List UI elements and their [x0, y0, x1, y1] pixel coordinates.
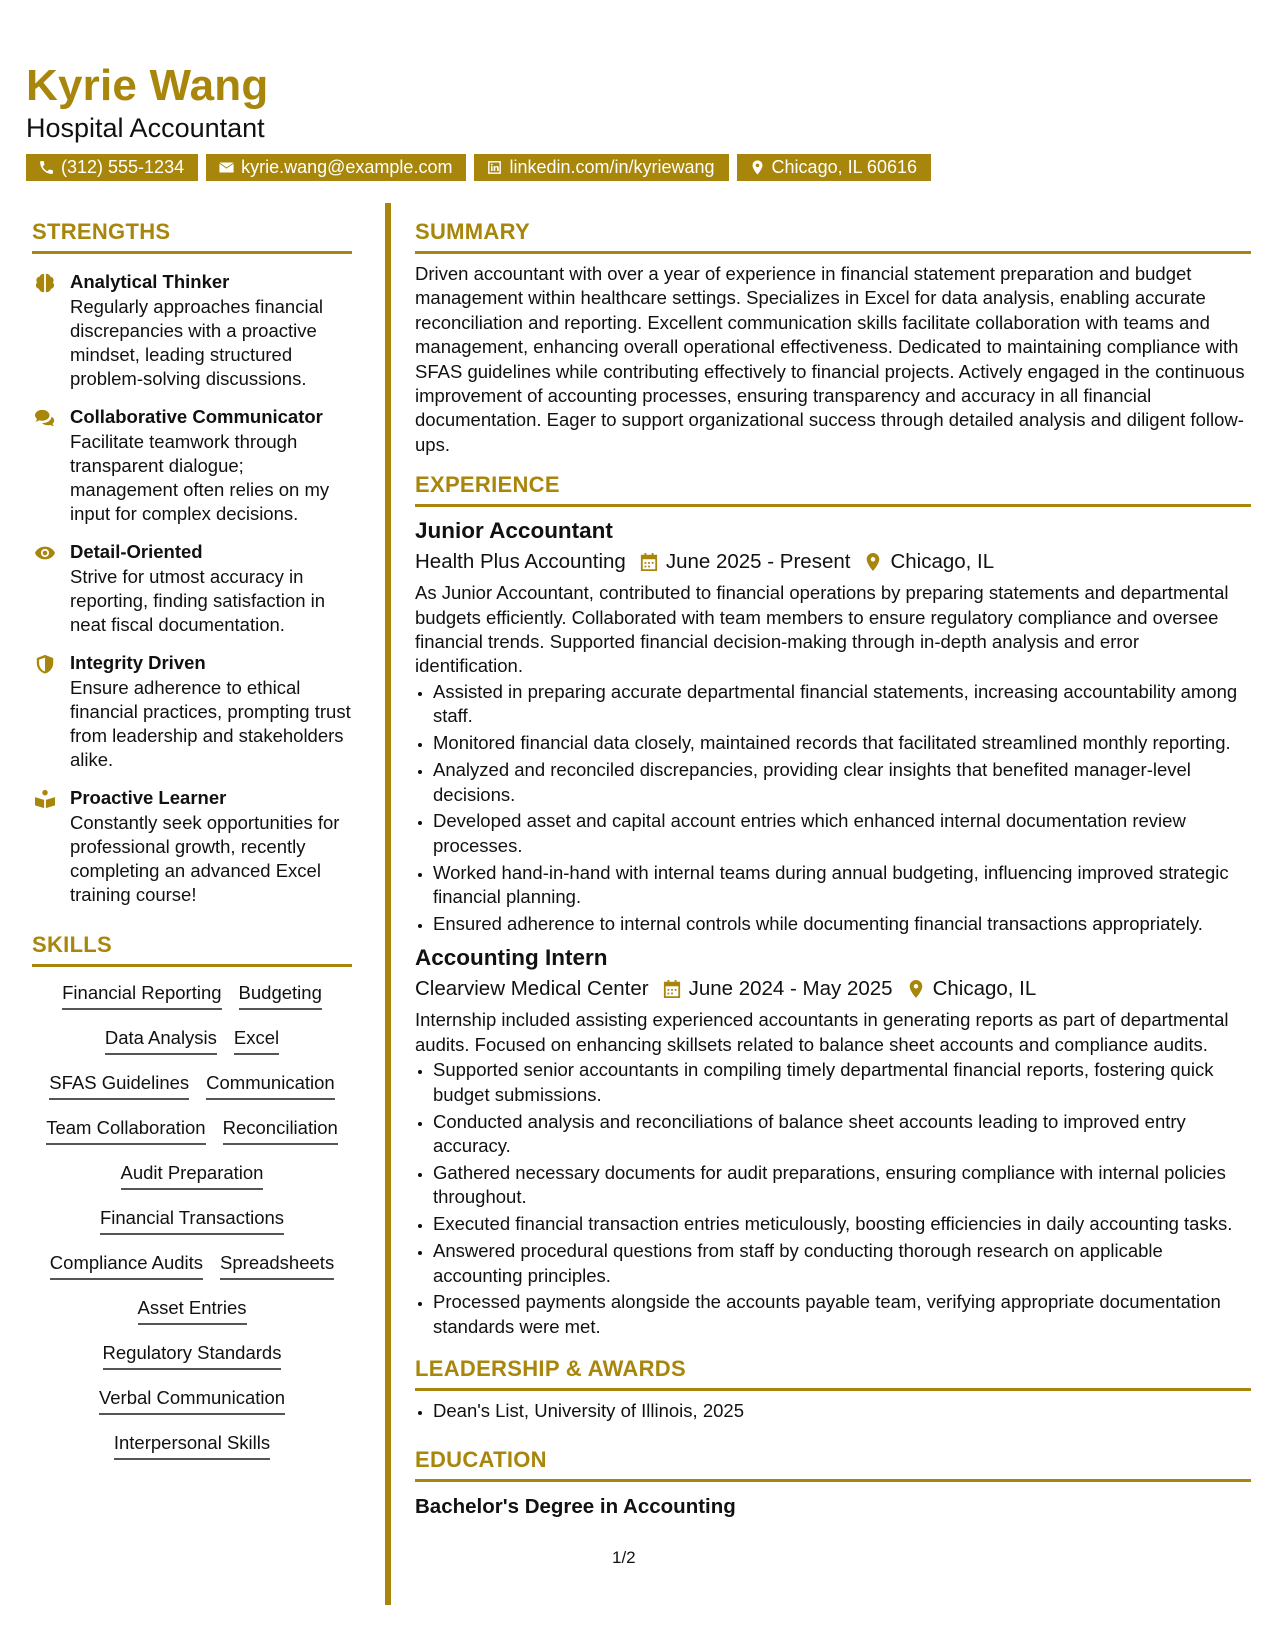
calendar-icon [663, 979, 681, 999]
job-dates: June 2025 - Present [665, 550, 851, 574]
comments-icon [34, 408, 56, 428]
strength-item [32, 270, 352, 391]
candidate-name: Kyrie Wang [26, 61, 269, 110]
skills-row [32, 1110, 352, 1155]
skills-row [32, 1020, 352, 1065]
skill-tag: Regulatory Standards [103, 1335, 282, 1370]
resume-header [26, 62, 268, 144]
experience-heading: EXPERIENCE [415, 472, 560, 498]
bullet-item: • Monitored financial data closely, maintained records that facilitated streamlined monthly reporting. [433, 731, 1251, 755]
contact-bar [26, 154, 931, 181]
left-column [32, 218, 352, 1470]
job-title: Accounting Intern [415, 945, 608, 971]
strength-item [32, 786, 352, 907]
job-entry [415, 517, 1251, 936]
strength-desc: Strive for utmost accuracy in reporting, finding satisfaction in neat fiscal documentation. [70, 566, 326, 635]
strength-desc: Ensure adherence to ethical financial practices, prompting trust from leadership and stakeholders alike. [70, 677, 351, 770]
bullet-item: • Worked hand-in-hand with internal teams during annual budgeting, influencing improved strategic financial planning. [433, 861, 1251, 910]
skills-row [32, 1335, 352, 1380]
envelope-icon [218, 159, 235, 176]
contact-linkedin[interactable] [474, 154, 728, 181]
education-rule [415, 1479, 1251, 1482]
leadership-rule [415, 1388, 1251, 1391]
skill-tag: Audit Preparation [121, 1155, 264, 1190]
job-location: Chicago, IL [932, 977, 1037, 1001]
job-location: Chicago, IL [890, 550, 995, 574]
phone-icon [38, 159, 55, 176]
job-description: Internship included assisting experienced accountants in generating reports as part of departmental audits. Focused on enhancing skillsets related to balance sheet accounts and compliance audits. [415, 1009, 1229, 1055]
location-text: Chicago, IL 60616 [771, 157, 917, 177]
skill-tag: Financial Reporting [62, 975, 221, 1010]
strength-desc: Regularly approaches financial discrepancies with a proactive mindset, leading structured problem-solving discussions. [70, 296, 323, 389]
bullet-item: • Analyzed and reconciled discrepancies, providing clear insights that benefited manager-level decisions. [433, 758, 1251, 807]
skill-tag: Budgeting [239, 975, 322, 1010]
leadership-heading: LEADERSHIP & AWARDS [415, 1356, 686, 1382]
strength-item [32, 540, 352, 637]
strength-title: Proactive Learner [70, 787, 227, 808]
brain-icon [34, 273, 56, 293]
skill-tag: Reconciliation [223, 1110, 338, 1145]
candidate-title: Hospital Accountant [26, 113, 265, 143]
strength-item [32, 651, 352, 772]
map-pin-icon [907, 979, 925, 999]
phone-text: (312) 555-1234 [61, 157, 185, 177]
leadership-list [415, 1399, 1251, 1423]
skills-row [32, 1425, 352, 1470]
calendar-icon [640, 552, 658, 572]
summary-rule [415, 251, 1251, 254]
linkedin-icon [486, 159, 503, 176]
skills-rule [32, 964, 352, 967]
strength-title: Integrity Driven [70, 652, 206, 673]
skill-tag: Asset Entries [138, 1290, 247, 1325]
bullet-item: • Processed payments alongside the accounts payable team, verifying appropriate documentation standards were met. [433, 1290, 1251, 1339]
skill-tag: Compliance Audits [50, 1245, 203, 1280]
map-pin-icon [864, 552, 882, 572]
education-degree: Bachelor's Degree in Accounting [415, 1494, 736, 1518]
skills-row [32, 1290, 352, 1335]
strength-title: Detail-Oriented [70, 541, 203, 562]
job-description: As Junior Accountant, contributed to financial operations by preparing statements and departmental budgets efficiently. Collaborated with team members to ensure regulatory compliance and oversee financial trends. Supported financial decision-making through in-depth analysis and error identification. [415, 582, 1229, 677]
map-pin-icon [749, 159, 766, 176]
skill-tag: Excel [234, 1020, 279, 1055]
strength-item [32, 405, 352, 526]
job-dates: June 2024 - May 2025 [688, 977, 893, 1001]
skill-tag: Data Analysis [105, 1020, 217, 1055]
job-meta [415, 975, 1251, 1003]
skills-row [32, 975, 352, 1020]
job-company: Health Plus Accounting [415, 550, 626, 574]
shield-icon [34, 654, 56, 674]
bullet-item: • Assisted in preparing accurate departmental financial statements, increasing accountability among staff. [433, 680, 1251, 729]
skill-tag: Communication [206, 1065, 335, 1100]
book-reader-icon [34, 789, 56, 809]
job-bullets [415, 680, 1251, 937]
job-title: Junior Accountant [415, 518, 613, 544]
bullet-item: • Answered procedural questions from staff by conducting thorough research on applicable accounting principles. [433, 1239, 1251, 1288]
strength-title: Analytical Thinker [70, 271, 230, 292]
job-bullets [415, 1058, 1251, 1339]
skills-row [32, 1380, 352, 1425]
bullet-item: • Gathered necessary documents for audit preparations, ensuring compliance with internal policies throughout. [433, 1161, 1251, 1210]
skill-tag: SFAS Guidelines [49, 1065, 189, 1100]
strength-desc: Constantly seek opportunities for professional growth, recently completing an advanced Excel training course! [70, 812, 340, 905]
skill-tag: Financial Transactions [100, 1200, 284, 1235]
contact-phone[interactable] [26, 154, 198, 181]
summary-text: Driven accountant with over a year of experience in financial statement preparation and budget management within healthcare settings. Specializes in Excel for data analysis, enabling accurate reconciliation and reporting. Excellent communication skills facilitate collaboration with teams and management, enhancing overall operational effectiveness. Dedicated to maintaining compliance with SFAS guidelines while contributing effectively to financial projects. Actively engaged in the continuous improvement of accounting processes, ensuring transparency and accuracy in all financial documentation. Eager to support organizational success through detailed analysis and diligent follow-ups. [415, 263, 1245, 455]
skills-row [32, 1065, 352, 1110]
experience-rule [415, 504, 1251, 507]
bullet-item: • Executed financial transaction entries meticulously, boosting efficiencies in daily accounting tasks. [433, 1212, 1251, 1236]
skill-tag: Team Collaboration [46, 1110, 205, 1145]
right-column [415, 218, 1251, 1520]
skill-tag: Spreadsheets [220, 1245, 334, 1280]
summary-heading: SUMMARY [415, 219, 530, 244]
bullet-item: • Conducted analysis and reconciliations of balance sheet accounts leading to improved entry accuracy. [433, 1110, 1251, 1159]
bullet-item: • Dean's List, University of Illinois, 2025 [433, 1399, 1251, 1423]
skill-tag: Interpersonal Skills [114, 1425, 270, 1460]
bullet-item: • Supported senior accountants in compiling timely departmental financial reports, fostering quick budget submissions. [433, 1058, 1251, 1107]
skills-row [32, 1200, 352, 1245]
bullet-item: • Ensured adherence to internal controls while documenting financial transactions appropriately. [433, 912, 1251, 936]
job-meta [415, 548, 1251, 576]
strength-desc: Facilitate teamwork through transparent dialogue; management often relies on my input for complex decisions. [70, 431, 330, 524]
contact-email[interactable] [206, 154, 466, 181]
skills-row [32, 1155, 352, 1200]
linkedin-text: linkedin.com/in/kyriewang [509, 157, 715, 177]
contact-location [737, 154, 931, 181]
skill-tag: Verbal Communication [99, 1380, 285, 1415]
strengths-rule [32, 251, 352, 254]
skills-row [32, 1245, 352, 1290]
bullet-item: • Developed asset and capital account entries which enhanced internal documentation review processes. [433, 809, 1251, 858]
strength-title: Collaborative Communicator [70, 406, 323, 427]
column-divider [385, 203, 391, 1605]
job-entry [415, 944, 1251, 1339]
education-heading: EDUCATION [415, 1446, 547, 1472]
eye-icon [34, 543, 56, 563]
skills-list [32, 975, 352, 1470]
skills-heading: SKILLS [32, 932, 113, 957]
page-number: 1/2 [612, 1548, 636, 1567]
strengths-heading: STRENGTHS [32, 219, 171, 244]
email-text: kyrie.wang@example.com [241, 157, 453, 177]
job-company: Clearview Medical Center [415, 977, 649, 1001]
